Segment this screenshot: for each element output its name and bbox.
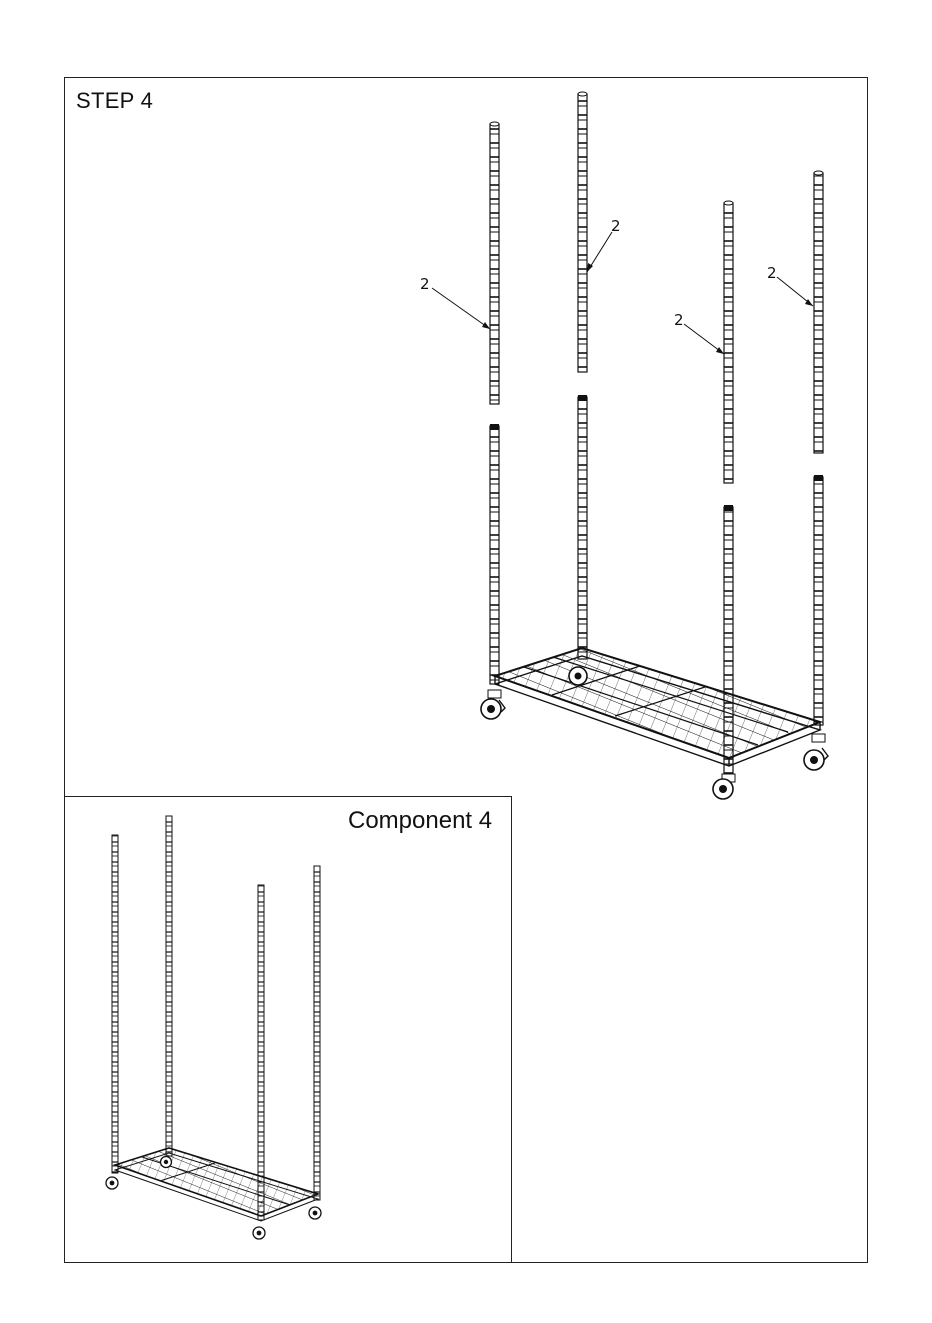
component-assembly xyxy=(106,816,321,1239)
lower-pole xyxy=(814,475,823,725)
callout-leader xyxy=(432,288,490,329)
caster-wheel xyxy=(161,1157,172,1168)
wire-shelf xyxy=(495,648,820,766)
full-pole xyxy=(314,866,320,1200)
full-pole xyxy=(166,816,172,1156)
caster-wheel xyxy=(106,1177,118,1189)
full-pole xyxy=(258,885,264,1220)
lower-pole xyxy=(578,395,587,659)
component-title: Component 4 xyxy=(348,807,493,834)
wire-shelf xyxy=(115,1148,318,1221)
part-callout-label: 2 xyxy=(674,311,684,329)
upper-pole xyxy=(578,92,587,372)
part-callout-label: 2 xyxy=(767,264,777,282)
step-title: STEP 4 xyxy=(76,88,154,113)
caster-wheel xyxy=(804,734,828,770)
caster-wheel xyxy=(569,667,587,685)
caster-wheel xyxy=(481,690,505,719)
caster-wheel xyxy=(253,1227,265,1239)
callout-leader xyxy=(777,277,813,306)
lower-pole xyxy=(490,424,499,684)
upper-pole xyxy=(490,122,499,404)
full-pole xyxy=(112,835,118,1173)
caster-wheel xyxy=(309,1207,321,1219)
caster-wheel xyxy=(713,774,735,799)
upper-pole xyxy=(724,201,733,483)
part-callout-label: 2 xyxy=(611,217,621,235)
main-assembly xyxy=(420,92,828,799)
callout-leader xyxy=(684,324,724,354)
part-callout-label: 2 xyxy=(420,275,430,293)
upper-pole xyxy=(814,171,823,453)
callout-leader xyxy=(587,232,612,272)
